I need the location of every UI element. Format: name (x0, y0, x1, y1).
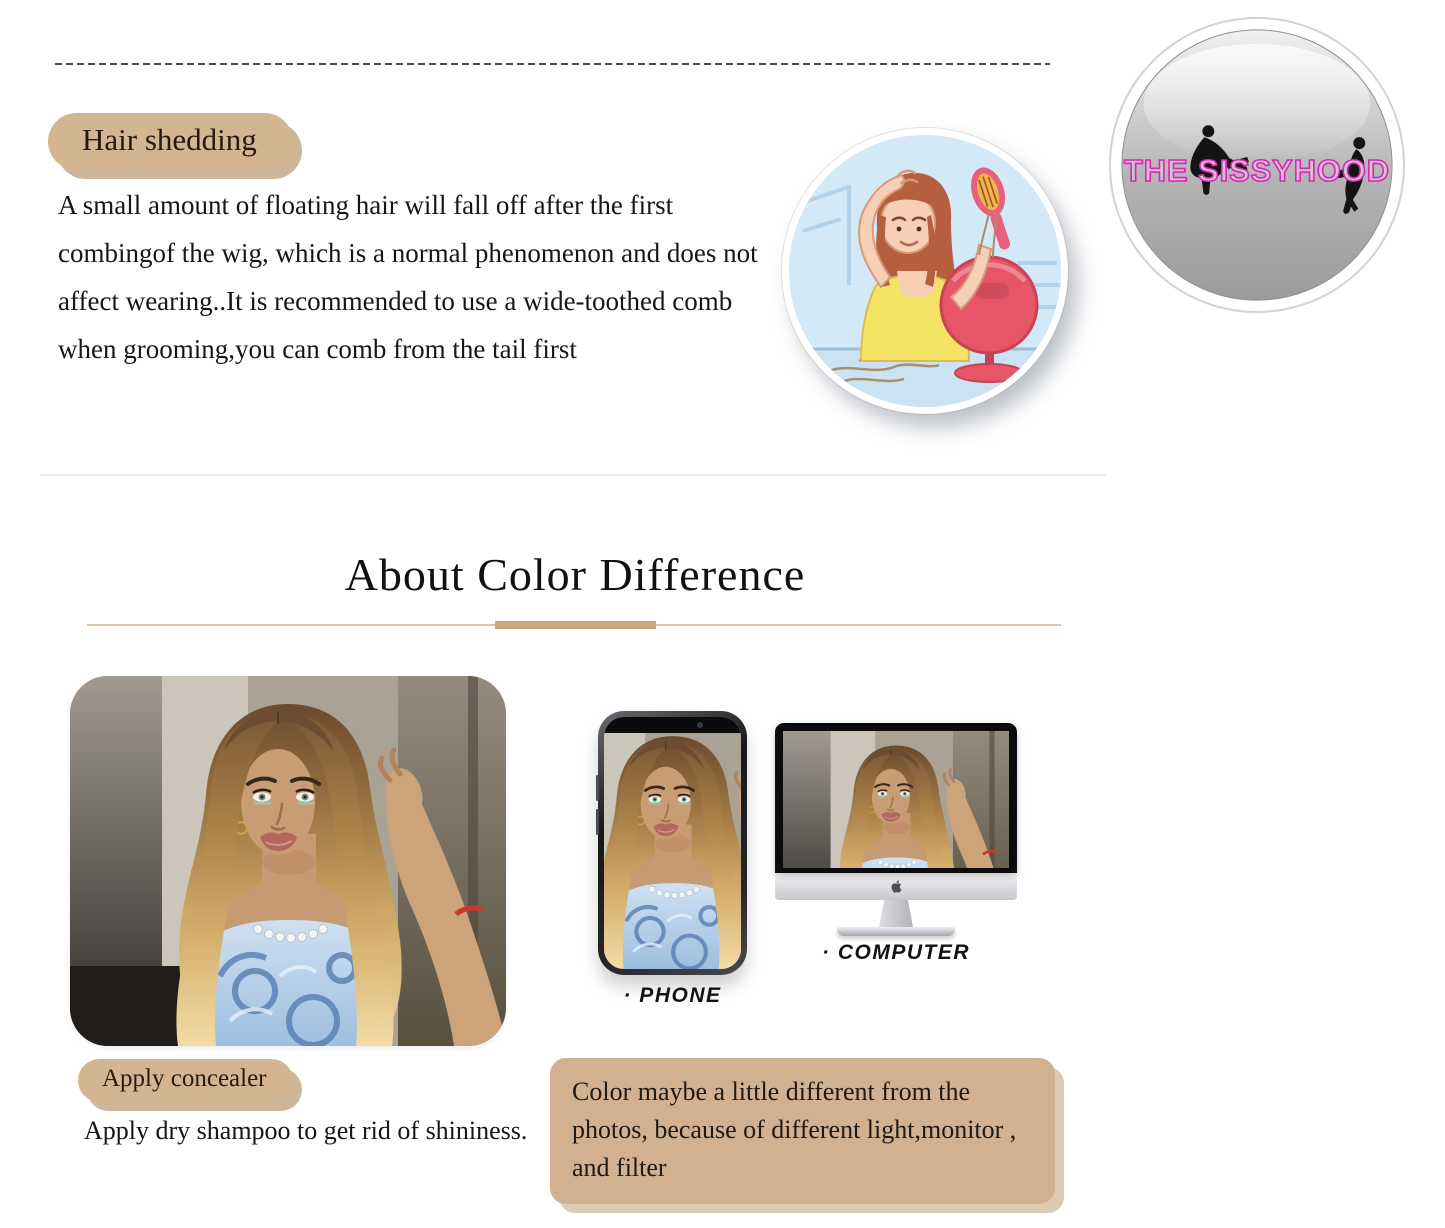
color-difference-note: Color maybe a little different from the photos, because of different light,monitor , and filter (550, 1058, 1055, 1204)
wig-model-photo-art (70, 676, 506, 1046)
hair-shedding-heading-pill (48, 113, 293, 170)
phone-mockup (598, 711, 747, 975)
top-dashed-divider (55, 63, 1050, 65)
computer-mockup (775, 723, 1017, 936)
section-divider (40, 474, 1106, 476)
apple-logo-icon (889, 878, 904, 895)
brand-logo (1108, 16, 1406, 314)
dry-shampoo-tip: Apply dry shampoo to get rid of shininess. (84, 1116, 528, 1145)
computer-stand (879, 900, 913, 927)
computer-label: · COMPUTER (822, 941, 970, 964)
hair-shedding-heading: Hair shedding (82, 122, 257, 157)
heading-underline (87, 621, 1061, 629)
computer-chin (775, 873, 1017, 900)
hair-combing-illustration (782, 128, 1068, 414)
phone-volume-button (596, 775, 599, 801)
hair-shedding-body: A small amount of floating hair will fall off after the first combingof the wig, which is a normal phenomenon and does not affect wearing..It is recommended to use a wide-toothed comb when grooming,you can comb from the tail first (58, 190, 758, 364)
apply-concealer-heading-pill (78, 1059, 293, 1102)
computer-screen (775, 723, 1017, 873)
wig-model-photo-art (604, 717, 741, 969)
brand-logo-badge (1108, 16, 1406, 314)
wig-model-photo-art (783, 731, 1009, 868)
phone-screen (604, 717, 741, 969)
color-difference-heading: About Color Difference (344, 549, 806, 600)
model-photo (70, 676, 506, 1046)
computer-base (837, 927, 955, 936)
brand-name: THE SISSYHOOD (1123, 152, 1391, 188)
phone-notch (604, 717, 741, 733)
phone-camera-icon (697, 722, 703, 728)
phone-volume-button (596, 809, 599, 835)
woman-combing-hair-art (789, 135, 1061, 407)
phone-label: · PHONE (623, 984, 722, 1007)
apply-concealer-heading: Apply concealer (102, 1065, 267, 1092)
